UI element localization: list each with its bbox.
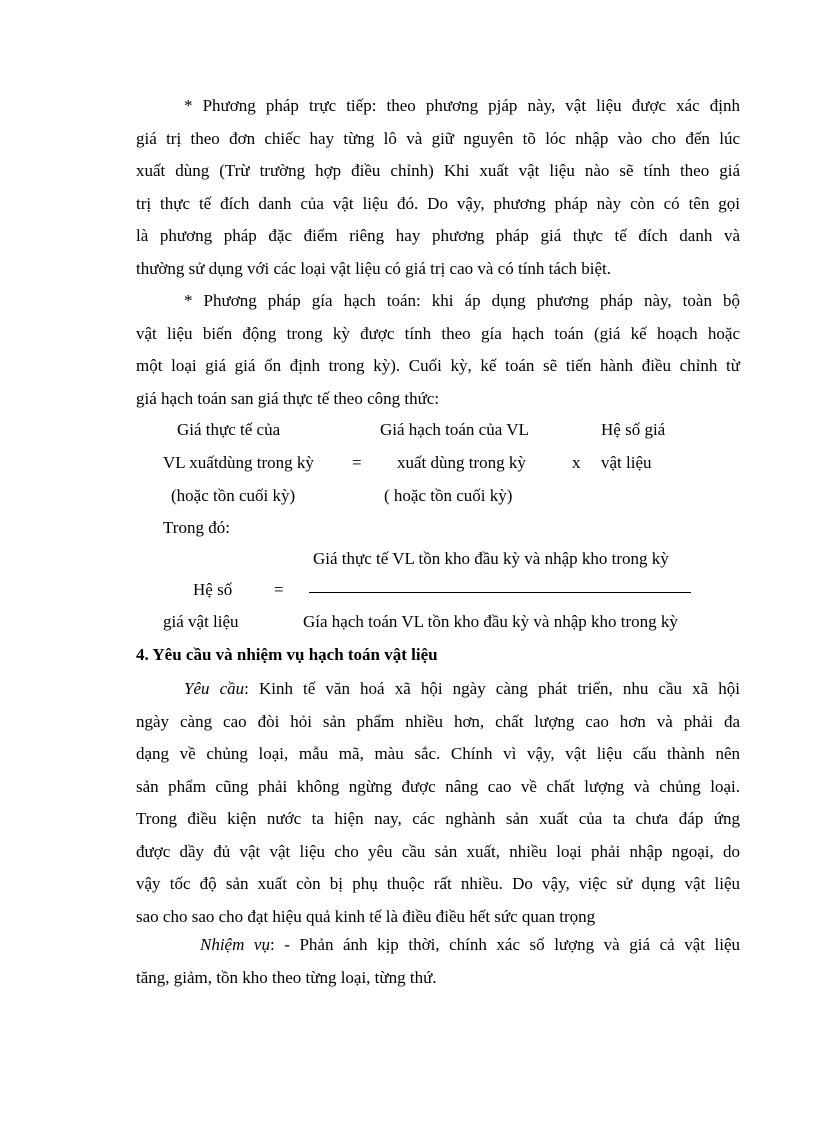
text-line: thường sử dụng với các loại vật liệu có giá trị cao và có tính tách biệt. <box>136 258 611 278</box>
text-line: Trong điều kiện nước ta hiện nay, các nghành sản xuất của ta chưa đáp ứng <box>136 809 740 828</box>
text-line: trị thực tế đích danh của vật liệu đó. Do vậy, phương pháp này còn có tên gọi <box>136 193 740 213</box>
text-line: dạng về chủng loại, mẫu mã, màu sắc. Chính vì vậy, vật liệu cấu thành nên <box>136 744 740 763</box>
text-run: : - Phản ánh kịp thời, chính xác số lượng và giá cả vật liệu <box>269 935 741 954</box>
fraction-numerator: Giá thực tế VL tồn kho đầu kỳ và nhập kho trong kỳ <box>313 549 669 568</box>
formula-left-line: (hoặc tồn cuối kỳ) <box>171 486 296 505</box>
text-line: xuất dùng (Trừ trường hợp điều chỉnh) Khi xuất vật liệu nào sẽ tính theo giá <box>136 161 740 180</box>
text-line: là phương pháp đặc điểm riêng hay phương pháp giá thực tế đích danh và <box>136 226 740 245</box>
text-line <box>136 673 740 706</box>
paragraph-tasks <box>136 929 740 994</box>
text-run: : Kinh tế văn hoá xã hội ngày càng phát triển, nhu cầu xã hội <box>244 679 740 698</box>
formula-right-line: vật liệu <box>601 453 652 472</box>
text-line: tăng, giảm, tồn kho theo từng loại, từng thứ. <box>136 967 437 987</box>
coefficient-label: giá vật liệu <box>163 612 239 631</box>
text-line <box>136 929 740 962</box>
fraction-denominator: Gía hạch toán VL tồn kho đầu kỳ và nhập kho trong kỳ <box>303 612 678 631</box>
text-line: sản phẩm cũng phải không ngừng được nâng cao về chất lượng và chủng loại. <box>136 776 740 796</box>
section-heading: 4. Yêu cầu và nhiệm vụ hạch toán vật liệu <box>136 645 438 664</box>
coefficient-label: Hệ số <box>193 580 233 599</box>
text-line: vậy tốc độ sản xuất còn bị phụ thuộc rất nhiều. Do vậy, việc sử dụng vật liệu <box>136 874 740 893</box>
text-line: giá hạch toán san giá thực tế theo công thức: <box>136 388 440 408</box>
equals-sign: = <box>274 580 284 599</box>
equals-sign: = <box>352 453 362 472</box>
requirements-label: Yêu cầu <box>184 679 245 698</box>
fraction-bar <box>309 592 691 593</box>
text-line: sao cho sao cho đạt hiệu quả kinh tế là điều điều hết sức quan trọng <box>136 906 596 926</box>
where-label: Trong đó: <box>163 518 230 537</box>
formula-left-line: VL xuấtdùng trong kỳ <box>163 453 314 472</box>
formula-mid-line: Giá hạch toán của VL <box>380 420 529 439</box>
paragraph-direct-method <box>136 90 740 285</box>
paragraph-accounting-price-method <box>136 285 740 415</box>
text-line: * Phương pháp trực tiếp: theo phương pjáp này, vật liệu được xác định <box>184 96 740 115</box>
text-line: vật liệu biến động trong kỳ được tính theo gía hạch toán (giá kế hoạch hoặc <box>136 323 740 343</box>
formula-mid-line: xuất dùng trong kỳ <box>397 453 526 472</box>
text-line: một loại giá giá ổn định trong kỳ). Cuối kỳ, kế toán sẽ tiến hành điều chỉnh từ <box>136 356 740 375</box>
paragraph-requirements <box>136 673 740 933</box>
tasks-label: Nhiệm vụ <box>200 935 270 954</box>
text-line: ngày càng cao đòi hỏi sản phẩm nhiều hơn, chất lượng cao hơn và phải đa <box>136 711 740 731</box>
multiply-sign: x <box>572 453 581 472</box>
text-line: giá trị theo đơn chiếc hay từng lô và giữ nguyên tõ lóc nhập vào cho đến lúc <box>136 128 740 148</box>
formula-right-line: Hệ số giá <box>601 420 666 439</box>
text-line: được dầy đủ vật vật liệu cho yêu cầu sản xuất, nhiều loại phải nhập ngoại, do <box>136 841 740 861</box>
text-line: * Phương pháp gía hạch toán: khi áp dụng phương pháp này, toàn bộ <box>184 291 740 310</box>
formula-mid-line: ( hoặc tồn cuối kỳ) <box>384 486 513 505</box>
formula-left-line: Giá thực tế của <box>177 420 281 439</box>
